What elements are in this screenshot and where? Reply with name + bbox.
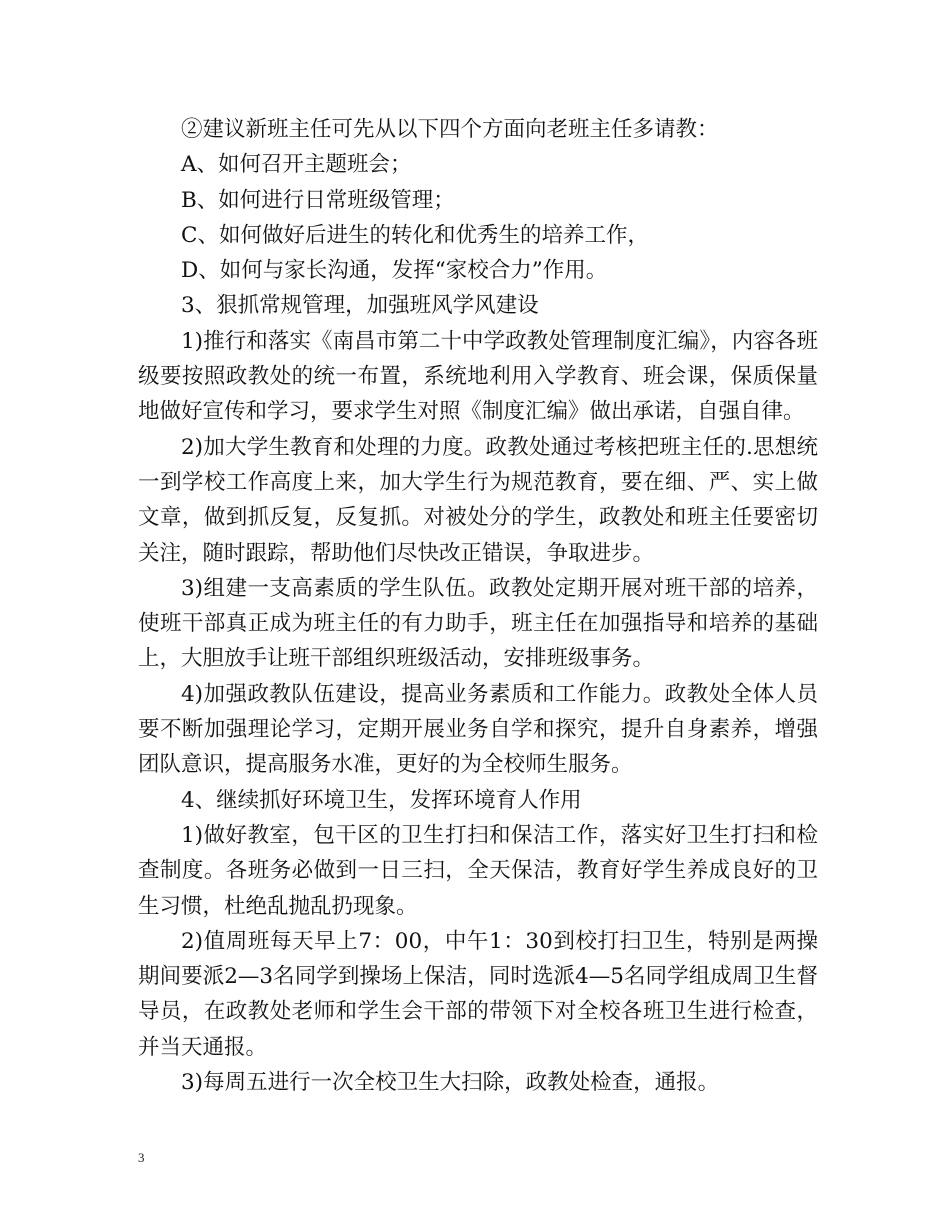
- paragraph-item-c: C、如何做好后进生的转化和优秀生的培养工作，: [181, 222, 649, 248]
- paragraph-3-1: 1)推行和落实《南昌市第二十中学政教处管理制度汇编》，内容各班级要按照政教处的统一布置，系统地利用入学教育、班会课，保质保量地做好宣传和学习，要求学生对照《制度汇编》做出承诺，自强自律。: [138, 328, 818, 425]
- paragraph-item-a: A、如何召开主题班会；: [181, 152, 412, 178]
- paragraph-item-b: B、如何进行日常班级管理；: [181, 187, 455, 213]
- page-number: 3: [138, 1150, 145, 1165]
- paragraph-advice-intro: ②建议新班主任可先从以下四个方面向老班主任多请教：: [181, 117, 719, 142]
- paragraph-4-2: 2)值周班每天早上7：00，中午1：30到校打扫卫生，特别是两操期间要派2—3名同学到操场上保洁，同时选派4—5名同学组成周卫生督导员，在政教处老师和学生会干部的带领下对全校各班卫生进行检查，并当天通报。: [138, 928, 818, 1060]
- paragraph-3-2: 2)加大学生教育和处理的力度。政教处通过考核把班主任的.思想统一到学校工作高度上来，加大学生行为规范教育，要在细、严、实上做文章，做到抓反复，反复抓。对被处分的学生，政教处和班主任要密切关注，随时跟踪，帮助他们尽快改正错误，争取进步。: [138, 434, 818, 566]
- section-heading-3: 3、狠抓常规管理，加强班风学风建设: [181, 293, 539, 319]
- paragraph-item-d: D、如何与家长沟通，发挥“家校合力”作用。: [181, 258, 608, 284]
- paragraph-4-1: 1)做好教室，包干区的卫生打扫和保洁工作，落实好卫生打扫和检查制度。各班务必做到一日三扫，全天保洁，教育好学生养成良好的卫生习惯，杜绝乱抛乱扔现象。: [138, 822, 818, 919]
- document-body: [138, 112, 818, 1100]
- paragraph-3-4: 4)加强政教队伍建设，提高业务素质和工作能力。政教处全体人员要不断加强理论学习，定期开展业务自学和探究，提升自身素养，增强团队意识，提高服务水准，更好的为全校师生服务。: [138, 681, 818, 778]
- section-heading-4: 4、继续抓好环境卫生，发挥环境育人作用: [181, 787, 582, 813]
- paragraph-4-3: 3)每周五进行一次全校卫生大扫除，政教处检查，通报。: [181, 1070, 720, 1096]
- paragraph-3-3: 3)组建一支高素质的学生队伍。政教处定期开展对班干部的培养，使班干部真正成为班主任的有力助手，班主任在加强指导和培养的基础上，大胆放手让班干部组织班级活动，安排班级事务。: [138, 575, 818, 672]
